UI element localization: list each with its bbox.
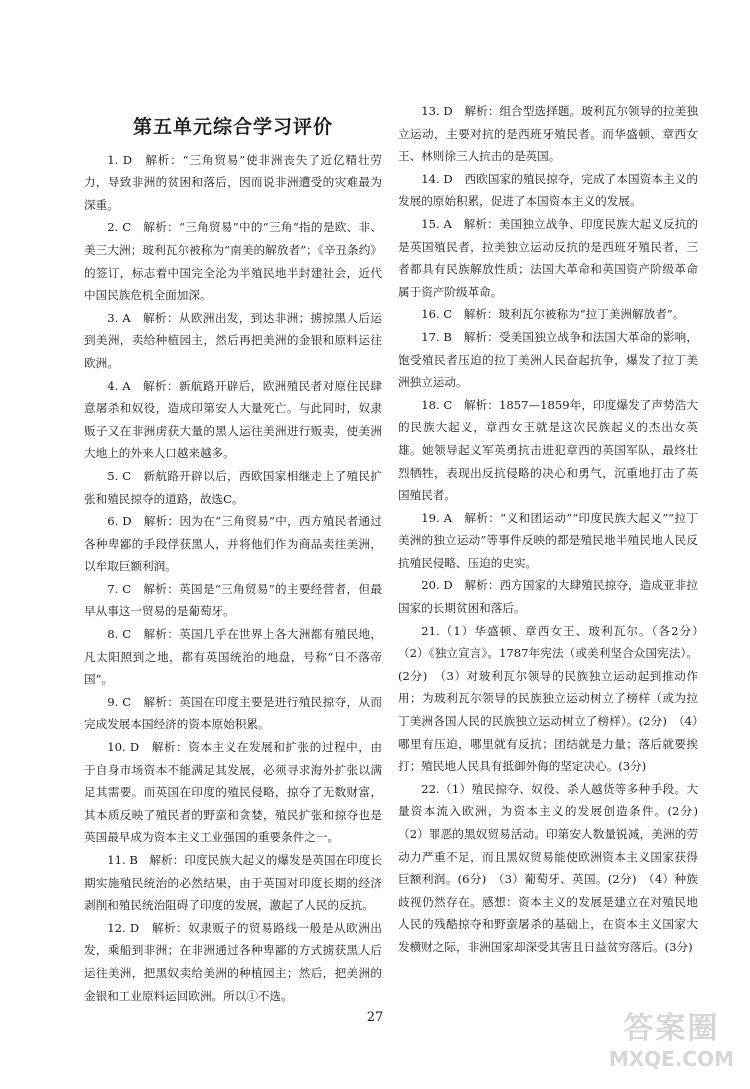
section-title: 第五单元综合学习评价	[132, 116, 333, 138]
answer-paragraph: 9. C 解析：英国在印度主要是进行殖民掠夺，从而完成发展本国经济的资本原始积累。	[84, 694, 382, 732]
answer-paragraph: 11. B 解析：印度民族大起义的爆发是英国在印度长期实施殖民统治的必然结果，由于英国对印度长期的经济剥削和殖民统治阻碍了印度的发展，激起了人民的反抗。	[84, 853, 382, 913]
watermark-logo	[609, 1003, 734, 1071]
answer-paragraph: 5. C 新航路开辟以后，西欧国家相继走上了殖民扩张和殖民掠夺的道路，故选C。	[84, 468, 382, 506]
page-number: 27	[366, 1010, 384, 1025]
answer-paragraph: 13. D 解析：组合型选择题。玻利瓦尔领导的拉美独立运动，主要对抗的是西班牙殖民者。而华盛顿、章西女王、林则徐三人抗击的是英国。	[398, 104, 698, 164]
answer-paragraph: 10. D 解析：资本主义在发展和扩张的过程中，由于自身市场资本不能满足其发展，必须寻求海外扩张以满足其需要。而英国在印度的殖民侵略，掠夺了无数财富，其本质反映了殖民者的野蛮和贪婪，殖民扩张和掠夺也是英国最早成为资本主义工业强国的重要条件之一。	[84, 740, 382, 845]
answer-paragraph: 21.（1）华盛顿、章西女王、玻利瓦尔。（各2分） （2）《独立宣言》。1787年宪法（或美利坚合众国宪法）。(2分) （3）对玻利瓦尔领导的民族独立运动起到推动作用；为玻利瓦尔领导的民族独立运动树立了榜样（或为拉丁美洲各国人民的民族独立运动树立了榜样）。(2分) （4）哪里有压迫，哪里就有反抗；团结就是力量；落后就要挨打；殖民地人民具有抵御外侮的坚定决心。(3分)	[398, 623, 710, 774]
watermark-bottom: MXQE.COM	[608, 1047, 734, 1071]
answer-paragraph: 15. A 解析：美国独立战争、印度民族大起义反抗的是英国殖民者，拉美独立运动反抗的是西班牙殖民者，三者都具有民族解放性质；法国大革命和英国资产阶级革命属于资产阶级革命。	[398, 216, 698, 299]
answer-paragraph: 19. A 解析：“义和团运动”“印度民族大起义”“拉丁美洲的独立运动”等事件反映的都是殖民地半殖民地人民反抗殖民侵略、压迫的史实。	[398, 510, 698, 570]
answer-paragraph: 14. D 西欧国家的殖民掠夺，完成了本国资本主义的发展的原始积累，促进了本国资本主义的发展。	[398, 171, 698, 209]
answer-paragraph: 12. D 解析：奴隶贩子的贸易路线一般是从欧洲出发，乘船到非洲；在非洲通过各种卑鄙的方式掳获黑人后运往美洲，把黑奴卖给美洲的种植园主；然后，把美洲的金银和工业原料运回欧洲。所以①不选。	[84, 920, 382, 1003]
answer-paragraph: 18. C 解析：1857—1859年，印度爆发了声势浩大的民族大起义，章西女王就是这次民族起义的杰出女英雄。她领导起义军英勇抗击进犯章西的英国军队，最终壮烈牺牲，表现出反抗侵略的决心和勇气，沉重地打击了英国殖民者。	[398, 397, 698, 503]
answer-paragraph: 20. D 解析：西方国家的大肆殖民掠夺，造成亚非拉国家的长期贫困和落后。	[398, 578, 698, 616]
answer-paragraph: 17. B 解析：受美国独立战争和法国大革命的影响，饱受殖民者压迫的拉丁美洲人民奋起抗争，爆发了拉丁美洲独立运动。	[398, 329, 698, 390]
answer-paragraph: 8. C 解析：英国几乎在世界上各大洲都有殖民地，凡太阳照到之地，都有英国统治的地盘，号称“日不落帝国”。	[84, 627, 382, 687]
watermark-top: 答案圈	[623, 1011, 720, 1046]
answer-paragraph: 6. D 解析：因为在“三角贸易”中，西方殖民者通过各种卑鄙的手段俘获黑人，并将他们作为商品卖往美洲，以牟取巨额利润。	[84, 514, 382, 574]
answer-paragraph: 4. A 解析：新航路开辟后，欧洲殖民者对原住民肆意屠杀和奴役，造成印第安人大量死亡。与此同时，奴隶贩子又在非洲虏获大量的黑人运往美洲进行贩卖，使美洲大地上的外来人口越来越多。	[84, 378, 382, 461]
left-column	[84, 100, 382, 1007]
answer-paragraph: 22.（1）殖民掠夺、奴役、杀人越货等多种手段。大量资本流入欧洲，为资本主义的发展创造条件。(2分) （2）罪恶的黑奴贸易活动。印第安人数量锐减，美洲的劳动力严重不足，而且黑奴贸易能使欧洲资本主义国家获得巨额利润。(6分) （3）葡萄牙、英国。(2分) （4）种族歧视仍然存在。感想：资本主义的发展是建立在对殖民地人民的残酷掠夺和野蛮屠杀的基础上，在资本主义国家大发横财之际，非洲国家却深受其害且日益贫穷落后。(3分)	[398, 781, 710, 954]
right-column	[398, 100, 710, 959]
answer-paragraph: 16. C 解析：玻利瓦尔被称为“拉丁美洲解放者”。	[421, 307, 685, 322]
answer-paragraph: 2. C 解析：“三角贸易”中的“三角”指的是欧、非、美三大洲；玻利瓦尔被称为“南美的解放者”；《辛丑条约》的签订，标志着中国完全沦为半殖民地半封建社会，近代中国民族危机全面加深。	[84, 220, 382, 303]
answer-paragraph: 1. D 解析：“三角贸易”使非洲丧失了近亿精壮劳力，导致非洲的贫困和落后，因而说非洲遭受的灾难最为深重。	[84, 152, 382, 212]
answer-paragraph: 7. C 解析：英国是“三角贸易”的主要经营者，但最早从事这一贸易的是葡萄牙。	[84, 581, 382, 619]
answer-paragraph: 3. A 解析：从欧洲出发，到达非洲；掳掠黑人后运到美洲，卖给种植园主，然后再把美洲的金银和原料运往欧洲。	[84, 310, 382, 370]
